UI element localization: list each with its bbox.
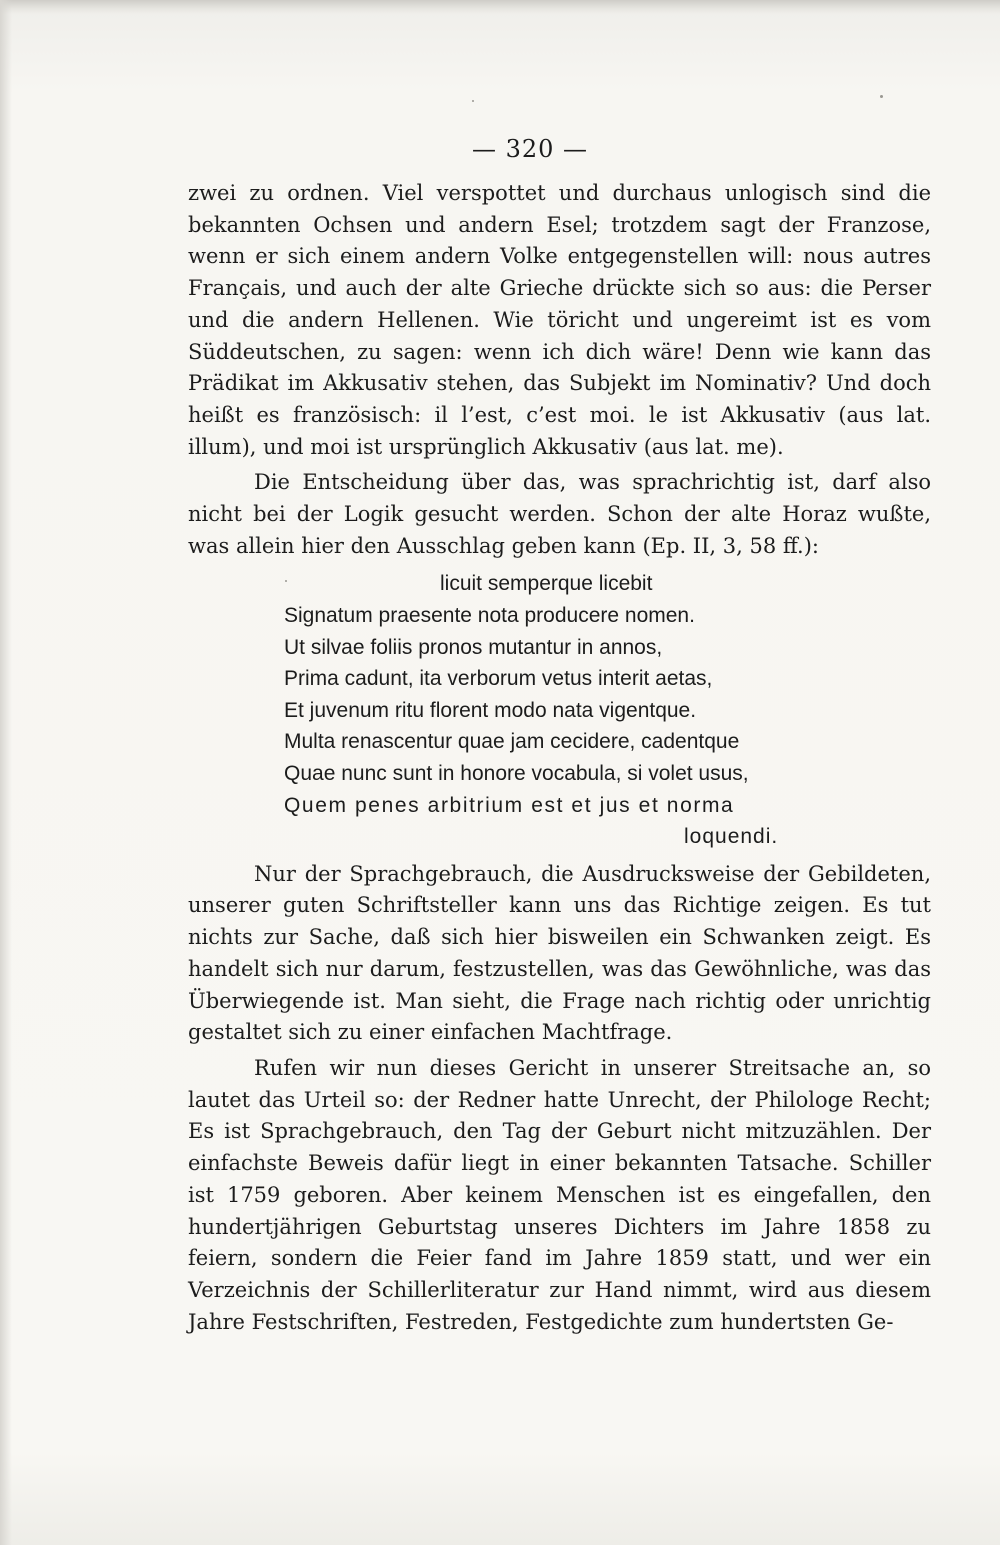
paragraph: Die Entscheidung über das, was sprachrichtig ist, darf also nicht bei der Logik gesucht werden. Schon der alte Horaz wußte, was allein hier den Ausschlag geben kann (Ep. II, 3, 58 ff.):	[188, 470, 931, 558]
verse-line: Multa renascentur quae jam cecidere, cadentque	[284, 730, 740, 754]
latin-quotation	[188, 568, 931, 852]
verse-line: Ut silvae foliis pronos mutantur in annos,	[284, 635, 663, 659]
paragraph: Nur der Sprachgebrauch, die Ausdrucksweise der Gebildeten, unserer guten Schriftsteller kann uns das Richtige zeigen. Es tut nichts zur Sache, daß sich hier bisweilen ein Schwanken zeigt. Es handelt sich nur darum, festzustellen, was das Gewöhnliche, was das Überwiegende ist. Man sieht, die Frage nach richtig oder unrichtig gestaltet sich zu einer einfachen Machtfrage.	[188, 861, 931, 1045]
page-number: — 320 —	[471, 135, 589, 163]
verse-line: Et juvenum ritu florent modo nata vigentque.	[284, 698, 697, 722]
paragraph: Rufen wir nun dieses Gericht in unserer Streitsache an, so lautet das Urteil so: der Redner hatte Unrecht, der Philologe Recht; Es ist Sprachgebrauch, den Tag der Geburt nicht mitzuzählen. Der einfachste Beweis dafür liegt in einer bekannten Tatsache. Schiller ist 1759 geboren. Aber keinem Menschen ist es eingefallen, den hundertjährigen Geburtstag unseres Dichters im Jahre 1858 zu feiern, sondern die Feier fand im Jahre 1859 statt, und wer ein Verzeichnis der Schillerliteratur zur Hand nimmt, wird aus diesem Jahre Festschriften, Festreden, Festgedichte zum hundertsten Ge-	[188, 1056, 931, 1334]
verse-line: licuit semperque licebit	[440, 572, 653, 596]
page-left-shadow	[0, 0, 12, 1545]
paper-speck	[472, 100, 474, 102]
verse-line: loquendi.	[684, 825, 779, 849]
verse-line: Quae nunc sunt in honore vocabula, si volet usus,	[284, 762, 749, 785]
verse-line: Prima cadunt, ita verborum vetus interit aetas,	[284, 667, 713, 691]
verse-line: Signatum praesente nota producere nomen.	[284, 604, 695, 628]
paragraph: zwei zu ordnen. Viel verspottet und durchaus unlogisch sind die bekannten Ochsen und andern Esel; trotzdem sagt der Franzose, wenn er sich einem andern Volke entgegenstellen will: nous autres Français, und auch der alte Grieche drückte sich so aus: die Perser und die andern Hellenen. Wie töricht und ungereimt ist es vom Süddeutschen, zu sagen: wenn ich dich wäre! Denn wie kann das Prädikat im Akkusativ stehen, das Subjekt im Nominativ? Und doch heißt es französisch: il l’est, c’est moi. le ist Akkusativ (aus lat. illum), und moi ist ursprünglich Akkusativ (aus lat. me).	[188, 181, 931, 459]
page-top-shadow	[0, 0, 1000, 14]
verse-line: Quem penes arbitrium est et jus et norma	[284, 793, 735, 817]
paper-speck	[880, 95, 883, 98]
body-text	[188, 178, 931, 1338]
